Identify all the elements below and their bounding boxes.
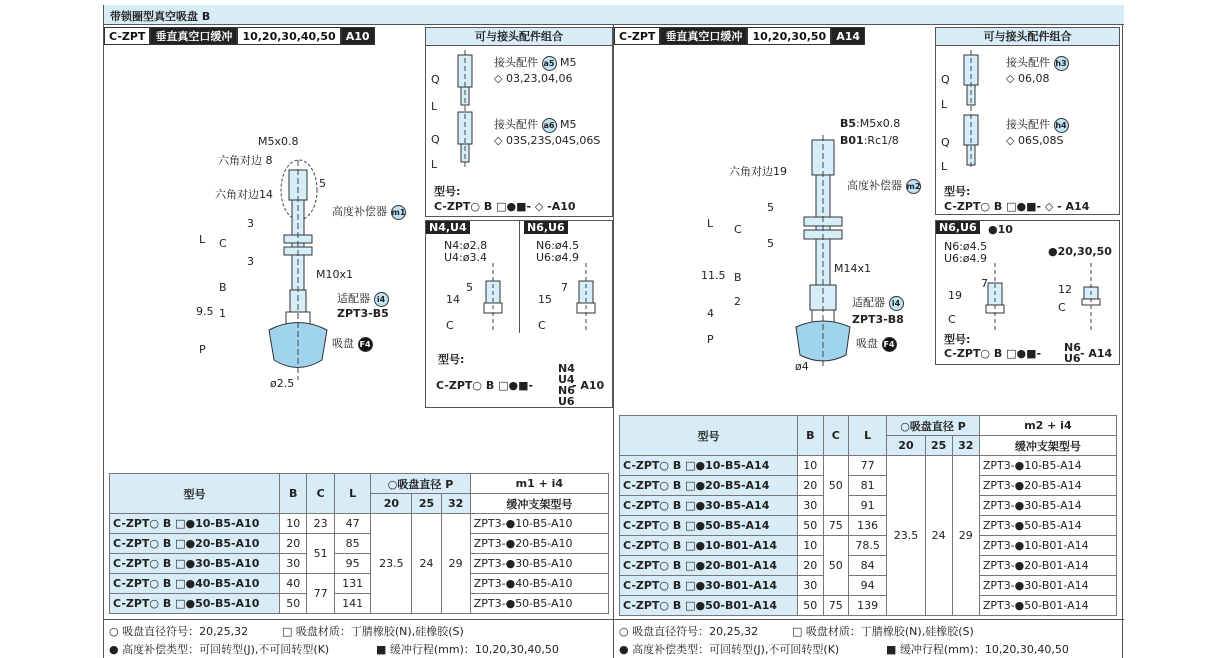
row-model: C-ZPT○ B □●10-B5-A10: [110, 514, 280, 534]
right-code: C-ZPT: [614, 27, 660, 45]
row-support: ZPT3-●30-B01-A14: [979, 576, 1116, 596]
row-C: 50: [823, 536, 849, 596]
right-label-hex19: 六角对边19: [729, 165, 787, 178]
row-p32: 29: [441, 514, 470, 614]
row-support: ZPT3-●10-B01-A14: [979, 536, 1116, 556]
fit1-label: 接头配件: [494, 56, 538, 69]
f4-badge-icon: F4: [358, 337, 373, 352]
right-nu-d12: 12: [1058, 283, 1072, 296]
left-th-C: C: [307, 474, 334, 514]
table-row: [620, 556, 1117, 576]
right-foot4: ■ 缓冲行程(mm)：10,20,30,40,50: [886, 643, 1069, 656]
a5-badge-icon: a5: [542, 56, 557, 71]
right-adapter-text: 适配器: [852, 296, 885, 309]
right-fit1-sizes-text: 06,08: [1017, 72, 1050, 85]
right-nu-model-prefix: C-ZPT○ B □●■-: [944, 347, 1042, 360]
right-label-2: 2: [734, 295, 741, 308]
right-nu-n6: N6:ø4.5: [944, 240, 988, 253]
left-nu-model-suffix: - A10: [572, 379, 605, 392]
left-tag: A10: [341, 27, 375, 45]
right-label-zpt3-b8: ZPT3-B8: [852, 313, 904, 326]
right-nu-opt1: N6: [1064, 341, 1081, 354]
left-th-20: 20: [371, 494, 412, 514]
row-L: 91: [849, 496, 887, 516]
left-combo-Q1: Q: [431, 73, 440, 86]
row-L: 141: [334, 594, 371, 614]
right-label-L: L: [707, 217, 714, 230]
row-p20: 23.5: [371, 514, 412, 614]
row-B: 30: [798, 576, 824, 596]
left-nu-drawing: [446, 263, 606, 333]
right-label-5b: 5: [767, 237, 774, 250]
right-table-header-row: [620, 416, 1117, 436]
right-th-32: 32: [952, 436, 979, 456]
right-f4-badge-icon: F4: [882, 337, 897, 352]
left-nu-u4: U4:ø3.4: [444, 251, 487, 264]
left-nu-n6: N6:ø4.5: [536, 239, 580, 252]
table-row: [110, 514, 609, 534]
row-L: 131: [334, 574, 371, 594]
fit1-thread: M5: [560, 56, 577, 69]
row-L: 81: [849, 476, 887, 496]
right-nu-model-label: 型号:: [944, 333, 971, 346]
left-nu-opt4: U6: [558, 395, 575, 408]
right-nu-opt2: U6: [1064, 352, 1081, 365]
b01-code: B01: [840, 134, 864, 147]
right-label-C: C: [734, 223, 742, 236]
row-support: ZPT3-●20-B01-A14: [979, 556, 1116, 576]
row-B: 30: [280, 554, 307, 574]
right-label-b5: [840, 117, 900, 130]
row-p20: 23.5: [887, 456, 925, 616]
right-label-b01: [840, 134, 899, 147]
right-th-C: C: [823, 416, 849, 456]
right-combo-model-label: 型号:: [944, 185, 971, 198]
row-B: 20: [280, 534, 307, 554]
left-nu-n4: N4:ø2.8: [444, 239, 488, 252]
left-fit1: [494, 54, 577, 71]
right-nu-C1: C: [948, 313, 956, 326]
footer-divider: [104, 619, 1124, 620]
right-th-cup-text: ○吸盘直径: [900, 419, 954, 433]
label-zpt3-b5: ZPT3-B5: [337, 307, 389, 320]
right-combo-title: 可与接头配件组合: [936, 28, 1119, 46]
page-title: 带锁圈型真空吸盘 B: [104, 5, 1124, 25]
b5-code: B5: [840, 117, 857, 130]
fit2-thread: M5: [560, 118, 577, 131]
left-nu-u6: U6:ø4.9: [536, 251, 579, 264]
row-L: 95: [334, 554, 371, 574]
row-B: 10: [280, 514, 307, 534]
right-label-dia: ø4: [795, 360, 809, 373]
row-L: 85: [334, 534, 371, 554]
right-label-5a: 5: [767, 201, 774, 214]
right-label-adapter: [852, 294, 904, 311]
left-nu-C1: C: [446, 319, 454, 332]
right-nu-tag: N6,U6: [936, 221, 980, 234]
right-spec-table: [619, 415, 1117, 616]
row-support: ZPT3-●50-B5-A10: [470, 594, 608, 614]
right-nu-C2: C: [1058, 301, 1066, 314]
row-B: 50: [280, 594, 307, 614]
left-combo-L1: L: [431, 100, 438, 113]
row-p25: 24: [412, 514, 441, 614]
left-th-support-badges: m1 + i4: [470, 474, 608, 494]
b01-value: :Rc1/8: [863, 134, 899, 147]
row-support: ZPT3-●10-B5-A14: [979, 456, 1116, 476]
right-nu-s10: ●10: [988, 223, 1013, 236]
row-support: ZPT3-●50-B5-A14: [979, 516, 1116, 536]
row-model: C-ZPT○ B □●50-B01-A14: [620, 596, 798, 616]
row-model: C-ZPT○ B □●50-B5-A14: [620, 516, 798, 536]
fit1-sizes-text: 03,23,04,06: [505, 72, 573, 85]
m2-badge-icon: m2: [906, 179, 921, 194]
left-fit1-sizes: ◇ 03,23,04,06: [494, 72, 573, 85]
left-combo-title: 可与接头配件组合: [426, 28, 612, 46]
row-B: 20: [798, 556, 824, 576]
label-3b: 3: [247, 255, 254, 268]
table-row: [110, 554, 609, 574]
right-label-11-5: 11.5: [701, 269, 726, 282]
right-tag: A14: [831, 27, 865, 45]
right-combo-model-code: C-ZPT○ B □●■- ◇ - A14: [944, 200, 1090, 213]
right-suction-text: 吸盘: [856, 337, 878, 350]
right-label-suction: [856, 335, 897, 352]
row-B: 50: [798, 596, 824, 616]
row-L: 84: [849, 556, 887, 576]
table-row: [110, 574, 609, 594]
label-P: P: [199, 343, 206, 356]
label-hex14: 六角对边14: [215, 188, 273, 201]
fit2-label: 接头配件: [494, 118, 538, 131]
row-B: 40: [280, 574, 307, 594]
right-th-P: P: [957, 419, 966, 433]
table-row: [620, 456, 1117, 476]
right-label-B: B: [734, 271, 742, 284]
label-5: 5: [319, 177, 326, 190]
m1-badge-icon: m1: [391, 205, 406, 220]
right-fitting-drawing: [946, 50, 996, 170]
table-row: [110, 534, 609, 554]
right-fit2: [1006, 116, 1069, 133]
left-th-cup: [371, 474, 470, 494]
left-nu-d14: 14: [446, 293, 460, 306]
right-fit1-label: 接头配件: [1006, 56, 1050, 69]
right-fit2-sizes-text: 06S,08S: [1017, 134, 1064, 147]
right-nu-d19: 19: [948, 289, 962, 302]
right-th-support-badges: m2 + i4: [979, 416, 1116, 436]
left-table-header-row: [110, 474, 609, 494]
right-label-P: P: [707, 333, 714, 346]
table-row: [620, 496, 1117, 516]
label-m10: M10x1: [316, 268, 353, 281]
row-L: 47: [334, 514, 371, 534]
row-support: ZPT3-●40-B5-A10: [470, 574, 608, 594]
table-row: [620, 596, 1117, 616]
right-th-25: 25: [925, 436, 952, 456]
right-nu-drawing: [976, 263, 1116, 333]
row-B: 30: [798, 496, 824, 516]
row-p32: 29: [952, 456, 979, 616]
i4-badge-icon: i4: [374, 292, 389, 307]
left-nu-d7: 7: [561, 281, 568, 294]
h4-badge-icon: h4: [1054, 118, 1069, 133]
row-support: ZPT3-●50-B01-A14: [979, 596, 1116, 616]
row-model: C-ZPT○ B □●20-B01-A14: [620, 556, 798, 576]
left-nu-model-prefix: C-ZPT○ B □●■-: [436, 379, 534, 392]
left-nu-opt1: N4: [558, 362, 575, 375]
right-combo-panel: [935, 27, 1120, 215]
label-C: C: [219, 237, 227, 250]
row-L: 78.5: [849, 536, 887, 556]
adapter-text: 适配器: [337, 292, 370, 305]
left-fitting-drawing: [436, 50, 496, 170]
right-label-m14: M14x1: [834, 262, 871, 275]
label-B: B: [219, 281, 227, 294]
suction-text: 吸盘: [332, 337, 354, 350]
left-nu-tag1: N4,U4: [426, 221, 470, 234]
row-B: 20: [798, 476, 824, 496]
row-L: 139: [849, 596, 887, 616]
row-model: C-ZPT○ B □●30-B5-A10: [110, 554, 280, 574]
row-B: 10: [798, 456, 824, 476]
left-fit2: [494, 116, 577, 133]
right-i4-badge-icon: i4: [889, 296, 904, 311]
left-nu-opt2: U4: [558, 373, 575, 386]
label-3a: 3: [247, 217, 254, 230]
h3-badge-icon: h3: [1054, 56, 1069, 71]
right-header-bar: [614, 27, 865, 47]
left-combo-Q2: Q: [431, 133, 440, 146]
right-foot2: □ 吸盘材质：丁腈橡胶(N),硅橡胶(S): [792, 625, 974, 638]
row-C: 77: [307, 574, 334, 614]
row-model: C-ZPT○ B □●40-B5-A10: [110, 574, 280, 594]
left-th-support: 缓冲支架型号: [470, 494, 608, 514]
right-combo-Q1: Q: [941, 73, 950, 86]
left-header-bar: [104, 27, 375, 47]
left-th-25: 25: [412, 494, 441, 514]
right-fit2-sizes: ◇ 06S,08S: [1006, 134, 1064, 147]
right-th-cup: [887, 416, 980, 436]
row-L: 77: [849, 456, 887, 476]
row-model: C-ZPT○ B □●20-B5-A14: [620, 476, 798, 496]
right-label-4: 4: [707, 307, 714, 320]
label-adapter: [337, 290, 389, 307]
row-model: C-ZPT○ B □●50-B5-A10: [110, 594, 280, 614]
left-nu-tag2: N6,U6: [524, 221, 568, 234]
right-th-support: 缓冲支架型号: [979, 436, 1116, 456]
left-nu-C2: C: [538, 319, 546, 332]
row-C: 51: [307, 534, 334, 574]
row-C: 23: [307, 514, 334, 534]
table-row: [620, 476, 1117, 496]
left-combo-model-label: 型号:: [434, 185, 461, 198]
left-foot4: ■ 缓冲行程(mm)：10,20,30,40,50: [376, 643, 559, 656]
left-combo-L2: L: [431, 158, 438, 171]
right-nu-model-suffix: - A14: [1080, 347, 1113, 360]
label-9-5: 9.5: [196, 305, 214, 318]
right-height-comp-text: 高度补偿器: [847, 179, 902, 192]
left-combo-panel: [425, 27, 613, 217]
row-support: ZPT3-●30-B5-A14: [979, 496, 1116, 516]
center-divider: [613, 25, 614, 658]
left-th-32: 32: [441, 494, 470, 514]
row-C: 75: [823, 516, 849, 536]
left-th-B: B: [280, 474, 307, 514]
catalog-sheet: [103, 5, 1123, 658]
right-combo-L1: L: [941, 98, 948, 111]
row-C: 50: [823, 456, 849, 516]
height-comp-text: 高度补偿器: [332, 205, 387, 218]
left-th-model: 型号: [110, 474, 280, 514]
right-fit1: [1006, 54, 1069, 71]
left-th-P: P: [445, 477, 454, 491]
right-fit2-label: 接头配件: [1006, 118, 1050, 131]
row-model: C-ZPT○ B □●10-B01-A14: [620, 536, 798, 556]
left-code: C-ZPT: [104, 27, 150, 45]
right-nu-u6: U6:ø4.9: [944, 252, 987, 265]
left-nu-opt3: N6: [558, 384, 575, 397]
right-th-B: B: [798, 416, 824, 456]
left-fit2-sizes: ◇ 03S,23S,04S,06S: [494, 134, 601, 147]
fit2-sizes-text: 03S,23S,04S,06S: [505, 134, 601, 147]
left-foot1: ○ 吸盘直径符号：20,25,32: [109, 625, 249, 638]
row-model: C-ZPT○ B □●30-B01-A14: [620, 576, 798, 596]
label-hex8: 六角对边 8: [218, 154, 273, 167]
right-drawing: [784, 135, 864, 370]
table-row: [110, 594, 609, 614]
right-th-20: 20: [887, 436, 925, 456]
right-nu-d7: 7: [981, 277, 988, 290]
table-row: [620, 576, 1117, 596]
left-strokes: 10,20,30,40,50: [237, 27, 340, 45]
table-row: [620, 536, 1117, 556]
label-1: 1: [219, 307, 226, 320]
right-foot3: ● 高度补偿类型：可回转型(J),不可回转型(K): [619, 643, 840, 656]
row-model: C-ZPT○ B □●20-B5-A10: [110, 534, 280, 554]
label-suction: [332, 335, 373, 352]
row-B: 10: [798, 536, 824, 556]
table-row: [620, 516, 1117, 536]
row-B: 50: [798, 516, 824, 536]
left-type: 垂直真空口缓冲: [150, 27, 237, 45]
right-nu-s203050: ●20,30,50: [1048, 245, 1112, 258]
left-spec-table: [109, 473, 609, 614]
left-th-L: L: [334, 474, 371, 514]
row-L: 94: [849, 576, 887, 596]
label-L: L: [199, 233, 206, 246]
b5-value: :M5x0.8: [856, 117, 901, 130]
label-m5: M5x0.8: [258, 135, 299, 148]
row-support: ZPT3-●30-B5-A10: [470, 554, 608, 574]
left-combo-model-code: C-ZPT○ B □●■- ◇ -A10: [434, 200, 576, 213]
row-model: C-ZPT○ B □●30-B5-A14: [620, 496, 798, 516]
label-dia: ø2.5: [270, 377, 295, 390]
right-type: 垂直真空口缓冲: [660, 27, 747, 45]
row-support: ZPT3-●20-B5-A10: [470, 534, 608, 554]
left-drawing: [194, 130, 334, 400]
right-combo-L2: L: [941, 160, 948, 173]
label-height-comp: [332, 203, 406, 220]
row-support: ZPT3-●10-B5-A10: [470, 514, 608, 534]
left-nu-d15: 15: [538, 293, 552, 306]
right-label-height-comp: [847, 177, 921, 194]
right-nu-panel: [935, 220, 1120, 365]
right-th-L: L: [849, 416, 887, 456]
a6-badge-icon: a6: [542, 118, 557, 133]
row-C: 75: [823, 596, 849, 616]
right-combo-Q2: Q: [941, 136, 950, 149]
row-p25: 24: [925, 456, 952, 616]
left-th-cup-text: ○吸盘直径: [387, 477, 442, 491]
left-foot2: □ 吸盘材质：丁腈橡胶(N),硅橡胶(S): [282, 625, 464, 638]
right-th-model: 型号: [620, 416, 798, 456]
row-L: 136: [849, 516, 887, 536]
right-fit1-sizes: ◇ 06,08: [1006, 72, 1050, 85]
left-foot3: ● 高度补偿类型：可回转型(J),不可回转型(K): [109, 643, 330, 656]
row-support: ZPT3-●20-B5-A14: [979, 476, 1116, 496]
right-strokes: 10,20,30,50: [747, 27, 831, 45]
right-foot1: ○ 吸盘直径符号：20,25,32: [619, 625, 759, 638]
left-nu-panel: [425, 220, 613, 408]
row-model: C-ZPT○ B □●10-B5-A14: [620, 456, 798, 476]
left-nu-d5: 5: [466, 281, 473, 294]
left-nu-model-label: 型号:: [438, 353, 465, 366]
